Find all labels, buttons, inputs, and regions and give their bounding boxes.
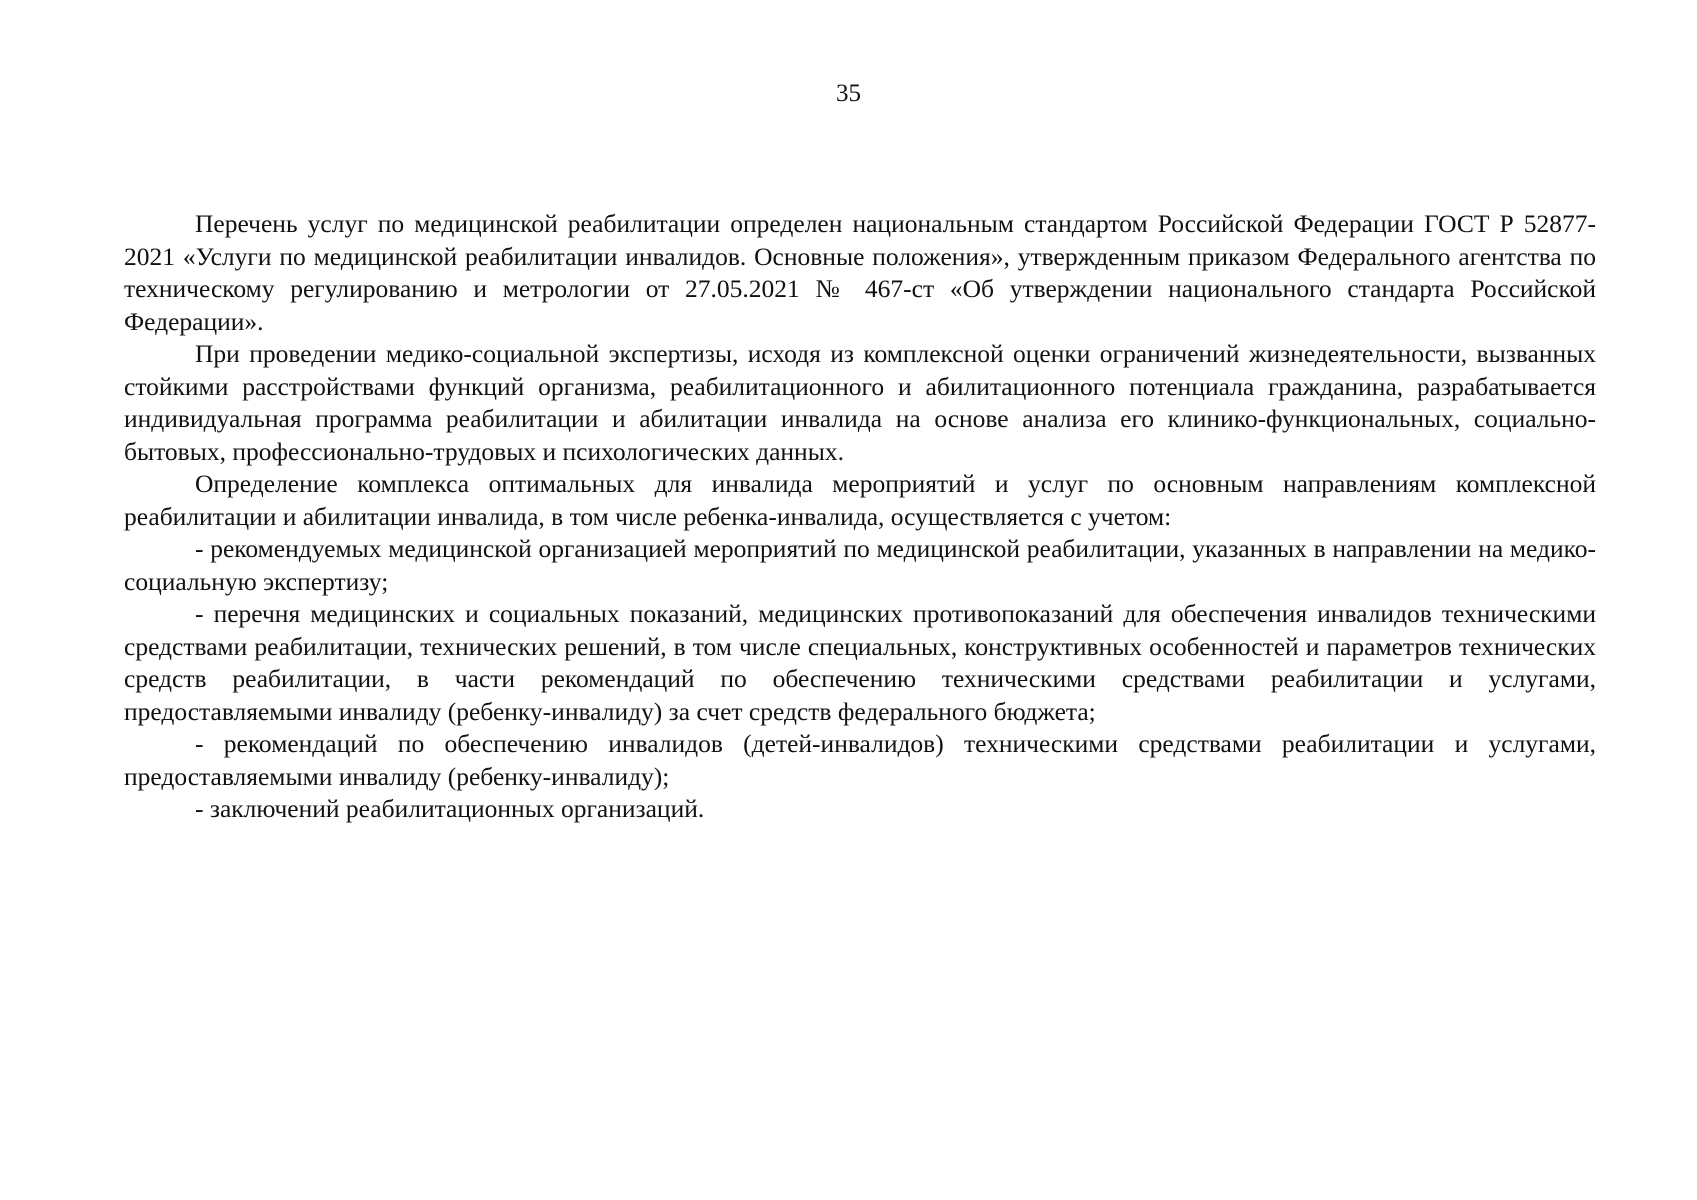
list-item-technical-means: - рекомендаций по обеспечению инвалидов (детей-инвалидов) техническими средствами реабилитации и услугами, предоставляемыми инвалиду (ребенку-инвалиду);: [124, 729, 1596, 791]
list-item-rehab-conclusions: - заключений реабилитационных организаций.: [195, 794, 705, 823]
list-item-indications: - перечня медицинских и социальных показаний, медицинских противопоказаний для обеспечения инвалидов техническими средствами реабилитации, технических решений, в том числе специальных, конструктивных особенностей и параметров технических средств реабилитации, в части рекомендаций по обеспечению техническими средствами реабилитации и услугами, предоставляемыми инвалиду (ребенку-инвалиду) за счет средств федерального бюджета;: [124, 599, 1596, 726]
paragraph-expertise: При проведении медико-социальной экспертизы, исходя из комплексной оценки ограничений жизнедеятельности, вызванных стойкими расстройствами функций организма, реабилитационного и абилитационного потенциала гражданина, разрабатывается индивидуальная программа реабилитации и абилитации инвалида на основе анализа его клинико-функциональных, социально-бытовых, профессионально-трудовых и психологических данных.: [124, 339, 1596, 466]
paragraph-standard: Перечень услуг по медицинской реабилитации определен национальным стандартом Российской Федерации ГОСТ Р 52877-2021 «Услуги по медицинской реабилитации инвалидов. Основные положения», утвержденным приказом Федерального агентства по техническому регулированию и метрологии от 27.05.2021 № 467-ст «Об утверждении национального стандарта Российской Федерации».: [124, 209, 1596, 336]
document-body: [124, 208, 1596, 826]
paragraph-complex-definition: Определение комплекса оптимальных для инвалида мероприятий и услуг по основным направлениям комплексной реабилитации и абилитации инвалида, в том числе ребенка-инвалида, осуществляется с учетом:: [124, 469, 1596, 531]
list-item-medical-recommendations: - рекомендуемых медицинской организацией мероприятий по медицинской реабилитации, указанных в направлении на медико-социальную экспертизу;: [124, 534, 1596, 596]
page-number: 35: [836, 80, 861, 107]
